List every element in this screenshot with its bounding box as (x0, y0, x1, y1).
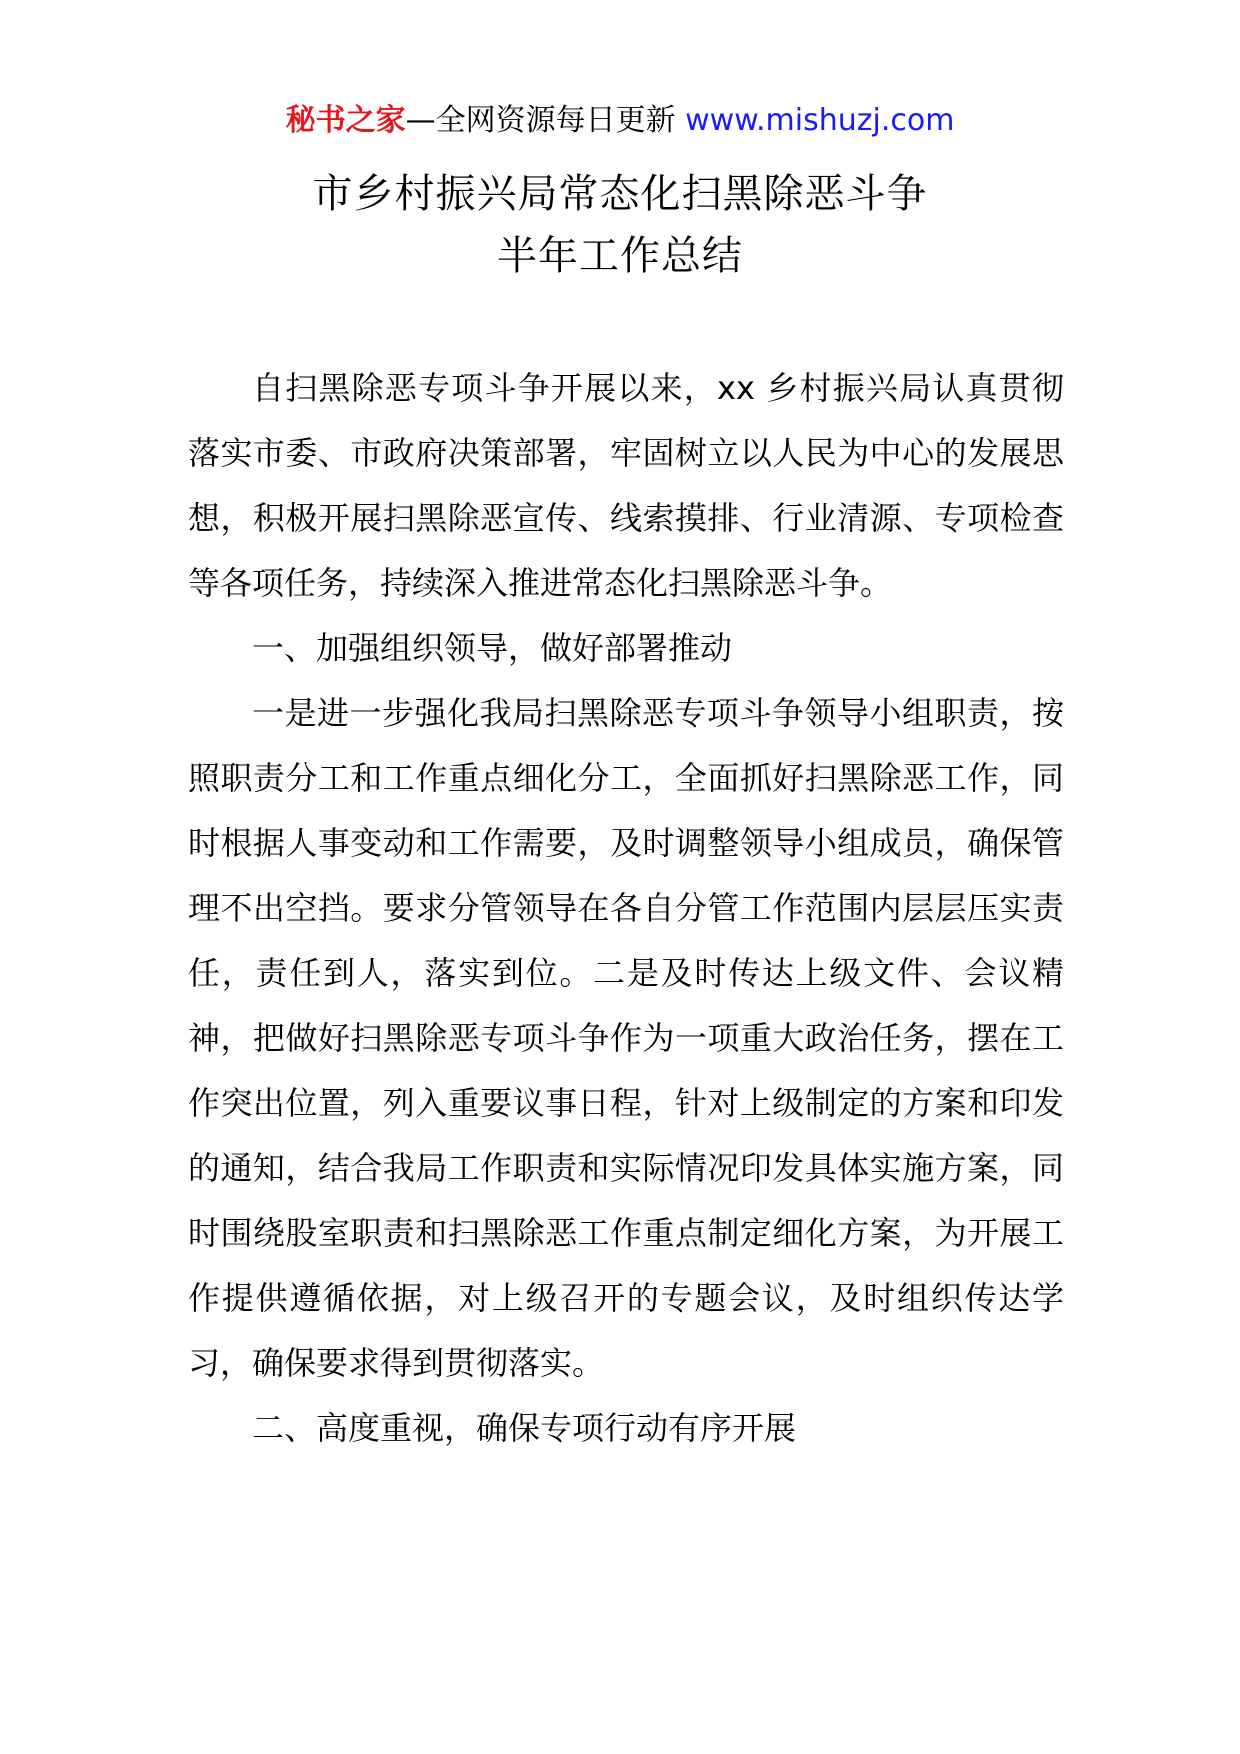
document-body (188, 356, 1064, 1461)
document-title-line-2: 半年工作总结 (497, 233, 743, 279)
intro-paragraph: 自扫黑除恶专项斗争开展以来，xx 乡村振兴局认真贯彻落实市委、市政府决策部署，牢固树立以人民为中心的发展思想，积极开展扫黑除恶宣传、线索摸排、行业清源、专项检查等各项任务，持续深入推进常态化扫黑除恶斗争。 (188, 369, 1064, 602)
brand-name: 秘书之家 (285, 103, 406, 138)
site-url-link[interactable]: www.mishuzj.com (685, 103, 955, 138)
section-2-heading: 二、高度重视，确保专项行动有序开展 (252, 1409, 797, 1447)
site-header (0, 100, 1240, 142)
header-tagline: —全网资源每日更新 (405, 103, 676, 138)
section-1-paragraph: 一是进一步强化我局扫黑除恶专项斗争领导小组职责，按照职责分工和工作重点细化分工，全面抓好扫黑除恶工作，同时根据人事变动和工作需要，及时调整领导小组成员，确保管理不出空挡。要求分管领导在各自分管工作范围内层层压实责任，责任到人，落实到位。二是及时传达上级文件、会议精神，把做好扫黑除恶专项斗争作为一项重大政治任务，摆在工作突出位置，列入重要议事日程，针对上级制定的方案和印发的通知，结合我局工作职责和实际情况印发具体实施方案，同时围绕股室职责和扫黑除恶工作重点制定细化方案，为开展工作提供遵循依据，对上级召开的专题会议，及时组织传达学习，确保要求得到贯彻落实。 (188, 694, 1064, 1382)
section-1-heading: 一、加强组织领导，做好部署推动 (252, 629, 733, 667)
document-title-line-1: 市乡村振兴局常态化扫黑除恶斗争 (312, 171, 928, 217)
